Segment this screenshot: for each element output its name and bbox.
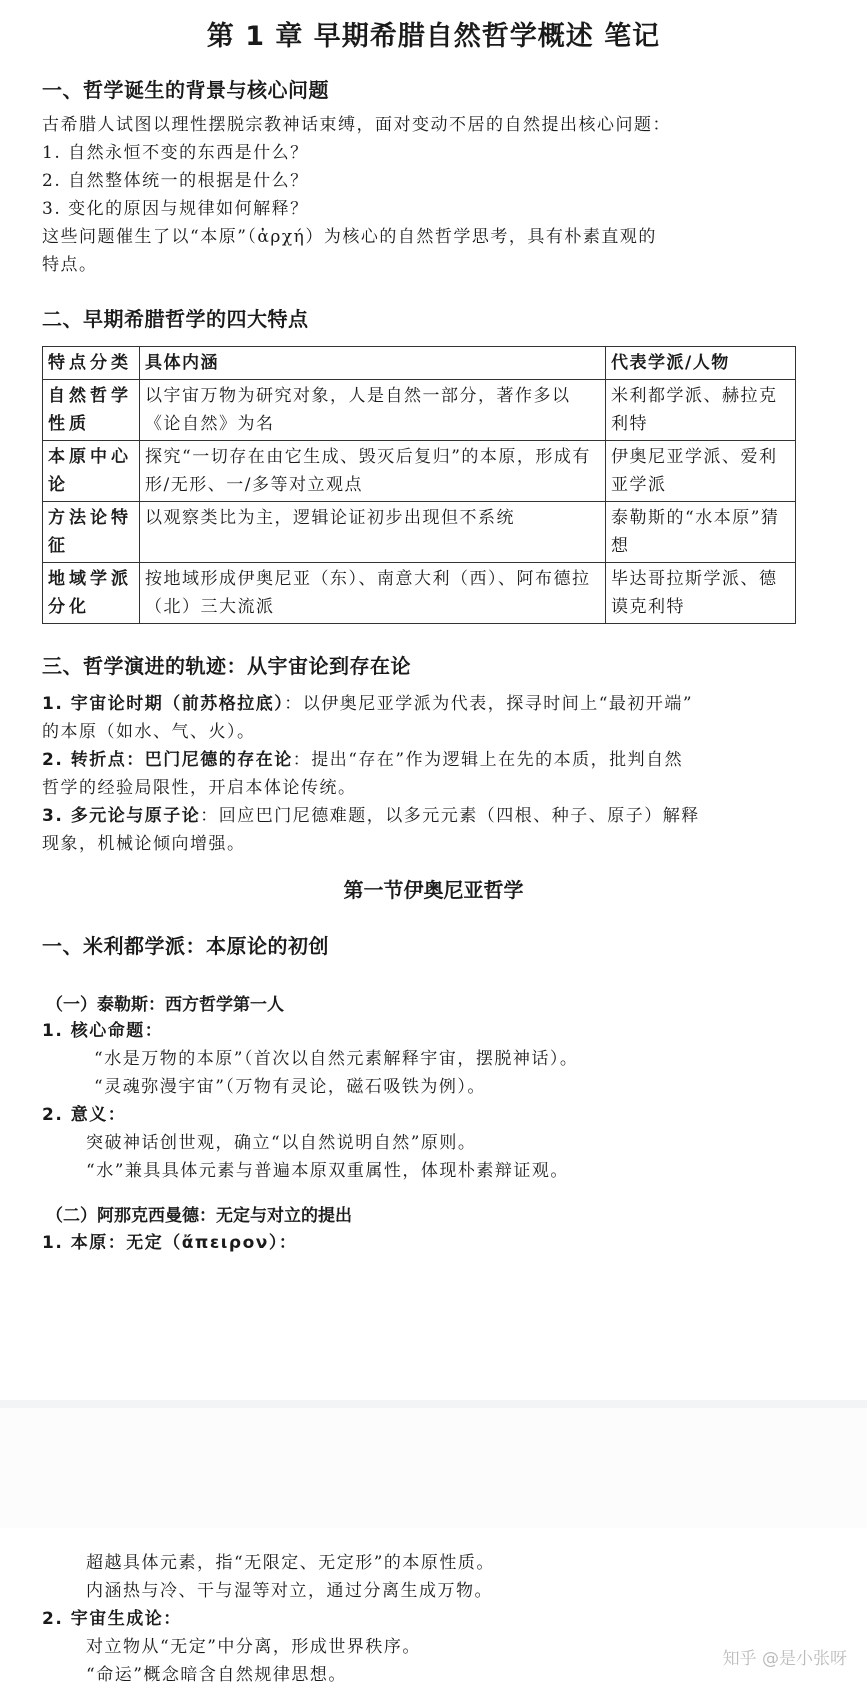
table-row	[43, 563, 796, 624]
text-line: 突破神话创世观，确立“以自然说明自然”原则。	[86, 1133, 477, 1153]
trajectory-paragraph	[42, 690, 802, 858]
table-cell: 探究“一切存在由它生成、毁灭后复归”的本原，形成有形/无形、一/多等对立观点	[140, 441, 606, 502]
item-label: 2. 转折点：巴门尼德的存在论	[42, 750, 293, 770]
table-header-row	[43, 347, 796, 380]
text-line: “命运”概念暗含自然规律思想。	[86, 1665, 347, 1685]
point-label: 2. 意义：	[42, 1105, 127, 1125]
text-line: “灵魂弥漫宇宙”（万物有灵论，磁石吸铁为例）。	[94, 1077, 486, 1097]
watermark: 知乎 @是小张呀	[722, 1649, 847, 1669]
item-text: ：提出“存在”作为逻辑上在先的本质，批判自然	[292, 750, 684, 770]
table-cell: 毕达哥拉斯学派、德谟克利特	[606, 563, 796, 624]
subsection-heading-thales: （一）泰勒斯：西方哲学第一人	[46, 995, 284, 1015]
text-line: “水是万物的本原”（首次以自然元素解释宇宙，摆脱神话）。	[94, 1049, 579, 1069]
list-item	[42, 746, 802, 774]
text-line: 对立物从“无定”中分离，形成世界秩序。	[86, 1637, 421, 1657]
anaximander-label-line	[42, 1229, 802, 1257]
table-cell: 本原中心论	[43, 441, 140, 502]
text-line: “水”兼具具体元素与普遍本原双重属性，体现朴素辩证观。	[86, 1161, 569, 1181]
table-row	[43, 380, 796, 441]
text-line: 2. 自然整体统一的根据是什么？	[42, 171, 309, 191]
list-item	[42, 690, 802, 718]
table-row	[43, 441, 796, 502]
item-text: ：以伊奥尼亚学派为代表，探寻时间上“最初开端”	[284, 694, 694, 714]
table-cell: 以观察类比为主，逻辑论证初步出现但不系统	[140, 502, 606, 563]
text-line: 1. 自然永恒不变的东西是什么？	[42, 143, 309, 163]
page-gap-blank	[0, 1408, 867, 1528]
chapter-section-title: 第一节伊奥尼亚哲学	[343, 878, 524, 902]
text-line: 哲学的经验局限性，开启本体论传统。	[42, 778, 357, 798]
table-row	[43, 502, 796, 563]
table-header-cell: 特点分类	[43, 347, 140, 380]
subsection-heading-anaximander: （二）阿那克西曼德：无定与对立的提出	[46, 1206, 352, 1226]
table-cell: 伊奥尼亚学派、爱利亚学派	[606, 441, 796, 502]
thales-paragraph	[42, 1017, 802, 1185]
page-title: 第 1 章 早期希腊自然哲学概述 笔记	[206, 21, 661, 52]
section-heading-background: 一、哲学诞生的背景与核心问题	[42, 78, 329, 102]
text-line: 特点。	[42, 255, 98, 275]
table-header-cell: 代表学派/人物	[606, 347, 796, 380]
features-table	[42, 346, 796, 624]
point-label: 1. 核心命题：	[42, 1021, 164, 1041]
table-cell: 地域学派分化	[43, 563, 140, 624]
table-cell: 以宇宙万物为研究对象，人是自然一部分，著作多以《论自然》为名	[140, 380, 606, 441]
text-line: 内涵热与冷、干与湿等对立，通过分离生成万物。	[86, 1581, 493, 1601]
table-cell: 按地域形成伊奥尼亚（东）、南意大利（西）、阿布德拉（北）三大流派	[140, 563, 606, 624]
text-line: 3. 变化的原因与规律如何解释？	[42, 199, 309, 219]
table-cell: 泰勒斯的“水本原”猜想	[606, 502, 796, 563]
section-heading-trajectory: 三、哲学演进的轨迹：从宇宙论到存在论	[42, 654, 411, 678]
text-line: 超越具体元素，指“无限定、无定形”的本原性质。	[86, 1553, 495, 1573]
page-gap-band	[0, 1400, 867, 1408]
section-heading-features: 二、早期希腊哲学的四大特点	[42, 307, 309, 331]
section-heading-miletus: 一、米利都学派：本原论的初创	[42, 934, 329, 958]
table-cell: 米利都学派、赫拉克利特	[606, 380, 796, 441]
text-line: 这些问题催生了以“本原”（ἀρχή）为核心的自然哲学思考，具有朴素直观的	[42, 227, 657, 247]
text-line: 现象，机械论倾向增强。	[42, 834, 246, 854]
point-label: 2. 宇宙生成论：	[42, 1609, 182, 1629]
table-cell: 自然哲学性质	[43, 380, 140, 441]
point-label: 1. 本原：无定（ἄπειρον）：	[42, 1233, 298, 1253]
item-text: ：回应巴门尼德难题，以多元元素（四根、种子、原子）解释	[200, 806, 700, 826]
item-label: 1. 宇宙论时期（前苏格拉底）	[42, 694, 285, 714]
anaximander-paragraph	[42, 1549, 802, 1689]
text-line: 的本原（如水、气、火）。	[42, 722, 256, 742]
background-paragraph	[42, 111, 802, 279]
text-line: 古希腊人试图以理性摆脱宗教神话束缚，面对变动不居的自然提出核心问题：	[42, 115, 671, 135]
table-header-cell: 具体内涵	[140, 347, 606, 380]
item-label: 3. 多元论与原子论	[42, 806, 201, 826]
list-item	[42, 802, 802, 830]
table-cell: 方法论特征	[43, 502, 140, 563]
